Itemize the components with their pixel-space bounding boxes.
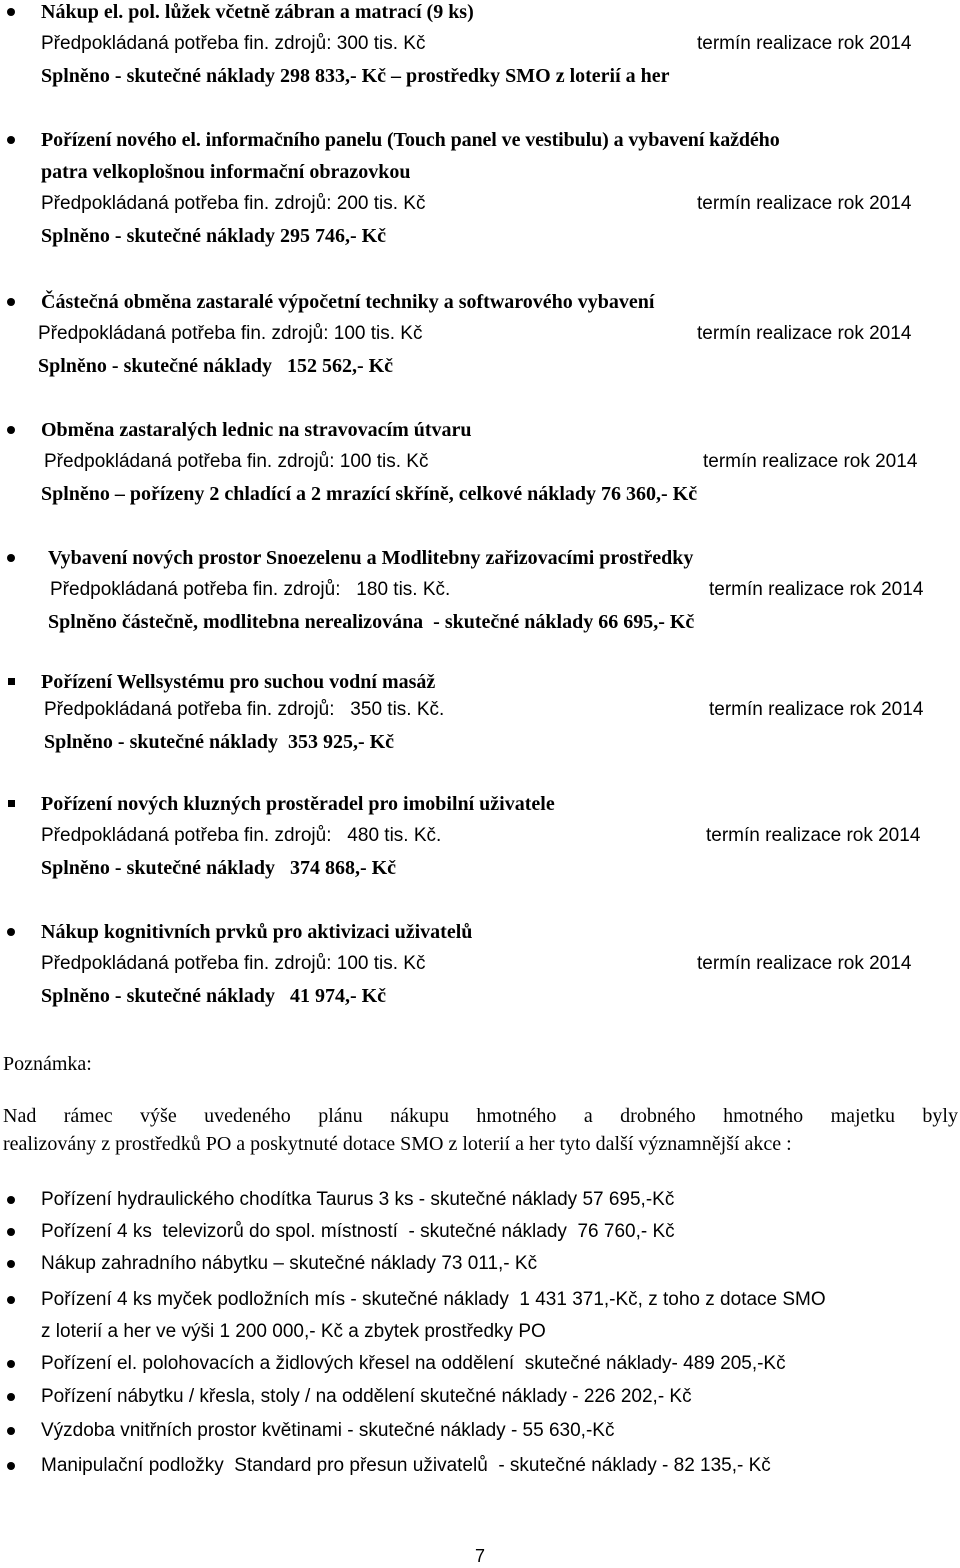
item-result: Splněno - skutečné náklady 41 974,- Kč <box>41 985 387 1007</box>
item-title-line-2: patra velkoplošnou informační obrazovkou <box>41 161 411 183</box>
extra-item-text-continued: z loterií a her ve výši 1 200 000,- Kč a zbytek prostředky PO <box>41 1321 546 1342</box>
bullet-icon <box>7 554 15 562</box>
item-title: Částečná obměna zastaralé výpočetní techniky a softwarového vybavení <box>41 291 655 313</box>
item-deadline: termín realizace rok 2014 <box>703 451 918 472</box>
extra-item-text: Pořízení 4 ks televizorů do spol. místností - skutečné náklady 76 760,- Kč <box>41 1221 675 1242</box>
extra-item-text: Pořízení hydraulického chodítka Taurus 3 ks - skutečné náklady 57 695,-Kč <box>41 1189 675 1210</box>
bullet-icon <box>7 1462 15 1470</box>
note-heading: Poznámka: <box>3 1053 92 1075</box>
bullet-icon <box>7 1260 15 1268</box>
item-deadline: termín realizace rok 2014 <box>697 953 912 974</box>
item-need: Předpokládaná potřeba fin. zdrojů: 100 tis. Kč <box>41 953 426 974</box>
item-need: Předpokládaná potřeba fin. zdrojů: 200 tis. Kč <box>41 193 426 214</box>
bullet-icon <box>7 426 15 434</box>
bullet-icon <box>7 1296 15 1304</box>
item-need: Předpokládaná potřeba fin. zdrojů: 300 tis. Kč <box>41 33 426 54</box>
extra-item-text: Manipulační podložky Standard pro přesun uživatelů - skutečné náklady - 82 135,- Kč <box>41 1455 771 1476</box>
bullet-icon <box>7 1393 15 1401</box>
item-need: Předpokládaná potřeba fin. zdrojů: 480 tis. Kč. <box>41 825 442 846</box>
item-deadline: termín realizace rok 2014 <box>706 825 921 846</box>
item-title: Nákup kognitivních prvků pro aktivizaci uživatelů <box>41 921 473 943</box>
bullet-icon <box>7 1427 15 1435</box>
bullet-icon <box>7 1360 15 1368</box>
square-bullet-icon <box>8 800 15 807</box>
item-title: Vybavení nových prostor Snoezelenu a Modlitebny zařizovacími prostředky <box>48 547 694 569</box>
extra-item-text: Výzdoba vnitřních prostor květinami - skutečné náklady - 55 630,-Kč <box>41 1420 615 1441</box>
item-result: Splněno – pořízeny 2 chladící a 2 mrazící skříně, celkové náklady 76 360,- Kč <box>41 483 698 505</box>
item-deadline: termín realizace rok 2014 <box>709 699 924 720</box>
item-result: Splněno částečně, modlitebna nerealizována - skutečné náklady 66 695,- Kč <box>48 611 695 633</box>
item-deadline: termín realizace rok 2014 <box>697 193 912 214</box>
note-paragraph-line-1: Nad rámec výše uvedeného plánu nákupu hmotného a drobného hmotného majetku byly <box>3 1105 958 1127</box>
item-need: Předpokládaná potřeba fin. zdrojů: 180 tis. Kč. <box>50 579 451 600</box>
note-paragraph <box>3 1102 958 1158</box>
item-result: Splněno - skutečné náklady 353 925,- Kč <box>44 731 395 753</box>
item-title: Nákup el. pol. lůžek včetně zábran a matrací (9 ks) <box>41 1 474 23</box>
extra-item-text: Nákup zahradního nábytku – skutečné náklady 73 011,- Kč <box>41 1253 538 1274</box>
item-result: Splněno - skutečné náklady 295 746,- Kč <box>41 225 387 247</box>
item-title: Pořízení nových kluzných prostěradel pro imobilní uživatele <box>41 793 555 815</box>
item-title: Pořízení Wellsystému pro suchou vodní masáž <box>41 671 436 693</box>
item-title-line-1: Pořízení nového el. informačního panelu (Touch panel ve vestibulu) a vybavení každého <box>41 129 780 151</box>
item-result: Splněno - skutečné náklady 374 868,- Kč <box>41 857 397 879</box>
item-need: Předpokládaná potřeba fin. zdrojů: 100 tis. Kč <box>38 323 423 344</box>
item-title: Obměna zastaralých lednic na stravovacím útvaru <box>41 419 472 441</box>
item-deadline: termín realizace rok 2014 <box>709 579 924 600</box>
extra-item-text: Pořízení nábytku / křesla, stoly / na oddělení skutečné náklady - 226 202,- Kč <box>41 1386 692 1407</box>
bullet-icon <box>7 928 15 936</box>
item-need: Předpokládaná potřeba fin. zdrojů: 350 tis. Kč. <box>44 699 445 720</box>
bullet-icon <box>7 136 15 144</box>
note-paragraph-line-2: realizovány z prostředků PO a poskytnuté dotace SMO z loterií a her tyto další významnější akce : <box>3 1133 792 1155</box>
item-deadline: termín realizace rok 2014 <box>697 323 912 344</box>
bullet-icon <box>7 1196 15 1204</box>
bullet-icon <box>7 298 15 306</box>
item-need: Předpokládaná potřeba fin. zdrojů: 100 tis. Kč <box>44 451 429 472</box>
item-result: Splněno - skutečné náklady 152 562,- Kč <box>38 355 394 377</box>
item-result: Splněno - skutečné náklady 298 833,- Kč – prostředky SMO z loterií a her <box>41 65 670 87</box>
bullet-icon <box>7 8 15 16</box>
page-number: 7 <box>474 1546 485 1566</box>
square-bullet-icon <box>8 678 15 685</box>
extra-item-text: Pořízení el. polohovacích a židlových křesel na oddělení skutečné náklady- 489 205,-Kč <box>41 1353 786 1374</box>
bullet-icon <box>7 1228 15 1236</box>
extra-item-text: Pořízení 4 ks myček podložních mís - skutečné náklady 1 431 371,-Kč, z toho z dotace SMO <box>41 1289 826 1310</box>
item-deadline: termín realizace rok 2014 <box>697 33 912 54</box>
